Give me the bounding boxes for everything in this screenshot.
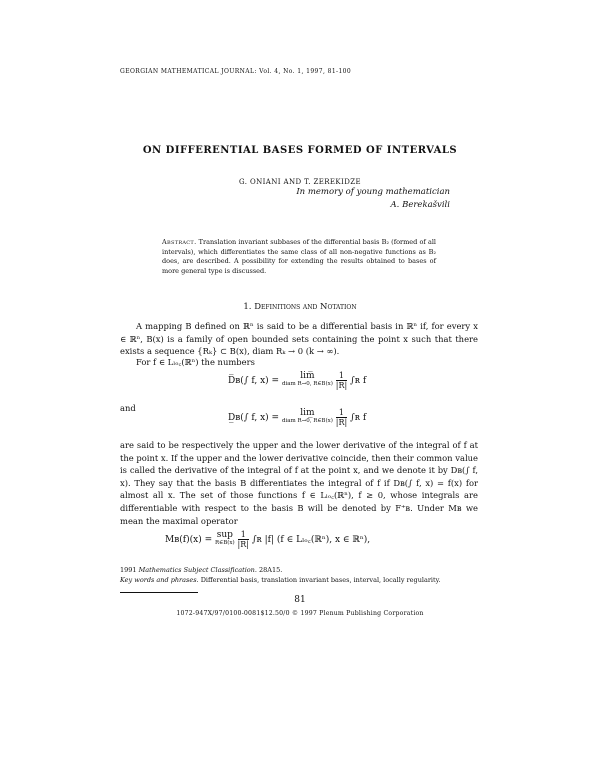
limsup-symbol: lim̅ bbox=[300, 371, 315, 381]
journal-header: GEORGIAN MATHEMATICAL JOURNAL: Vol. 4, No. 1, 1997, 81-100 bbox=[120, 68, 352, 75]
article-authors: G. ONIANI AND T. ZEREKIDZE bbox=[238, 178, 362, 186]
msc-label: Mathematics Subject Classification. bbox=[138, 566, 257, 574]
upper-derivative-lhs: D̅ʙ(∫ f, x) = bbox=[228, 376, 280, 386]
msc-year: 1991 bbox=[120, 566, 137, 574]
integral-tail: ∫ʀ f bbox=[350, 413, 367, 423]
upper-limit-operator bbox=[282, 371, 333, 387]
fraction-denominator: |R| bbox=[335, 418, 348, 427]
lower-limit-operator bbox=[282, 408, 333, 424]
formula-maximal-operator bbox=[165, 530, 370, 549]
formula-lower-derivative bbox=[228, 408, 366, 427]
word-and: and bbox=[120, 403, 136, 413]
paragraph-numbers-intro: For f ∈ Lₗₒ꜀(ℝⁿ) the numbers bbox=[136, 357, 255, 367]
integral-tail: ∫ʀ f bbox=[350, 376, 367, 386]
page-number: 81 bbox=[294, 595, 306, 605]
lower-derivative-lhs: D̲ʙ(∫ f, x) = bbox=[228, 413, 280, 423]
dedication-line-1: In memory of young mathematician bbox=[296, 187, 450, 197]
section-number: 1. bbox=[243, 302, 252, 312]
fraction bbox=[238, 530, 249, 549]
abstract bbox=[162, 238, 436, 276]
limit-subscript: diam R→0, R∈B(x) bbox=[281, 381, 333, 387]
fraction-numerator: 1 bbox=[336, 408, 347, 418]
fraction bbox=[336, 371, 347, 390]
article-title: ON DIFFERENTIAL BASES FORMED OF INTERVALS bbox=[142, 145, 458, 156]
footnote-rule bbox=[120, 592, 198, 593]
limit-subscript: diam R→0, R∈B(x) bbox=[281, 418, 333, 424]
liminf-symbol: lim̲ bbox=[300, 408, 315, 418]
fraction-numerator: 1 bbox=[238, 530, 249, 540]
paragraph-derivative-definition: are said to be respectively the upper and the lower derivative of the integral of f at the point x. If the upper and the lower derivative coincide, then their common value is called the derivative of the integral of f at the point x, and we denote it by Dʙ(∫ f, x). They say that the basis B differentiates the integral of f if Dʙ(∫ f, x) = f(x) for almost all x. The set of those functions f ∈ Lₗₒ꜀(ℝⁿ), f ≥ 0, whose integrals are differentiable with respect to the basis B will be denoted by F⁺ʙ. Under Mʙ we mean the maximal operator bbox=[120, 440, 478, 526]
footnote-keywords bbox=[120, 576, 478, 586]
sup-subscript: R∈B(x) bbox=[215, 540, 235, 546]
fraction-denominator: |R| bbox=[237, 540, 249, 549]
msc-code: 28A15. bbox=[259, 566, 283, 574]
maximal-tail: ∫ʀ |f| (f ∈ Lₗₒ꜀(ℝⁿ), x ∈ ℝⁿ), bbox=[251, 535, 371, 545]
abstract-label: Abstract. bbox=[162, 238, 197, 246]
fraction-denominator: |R| bbox=[335, 381, 348, 390]
copyright-line: 1072-947X/97/0100-0081$12.50/0 © 1997 Plenum Publishing Corporation bbox=[176, 610, 424, 617]
sup-symbol: sup bbox=[216, 530, 233, 540]
fraction bbox=[336, 408, 347, 427]
paragraph-definition: A mapping B defined on ℝⁿ is said to be a differential basis in ℝⁿ if, for every x ∈ ℝⁿ, B(x) is a family of open bounded sets containing the point x such that there exists a sequence {Rₖ} ⊂ B(x), diam Rₖ → 0 (k → ∞). bbox=[120, 321, 478, 357]
section-heading bbox=[0, 302, 600, 312]
formula-upper-derivative bbox=[228, 371, 366, 390]
footnote-msc bbox=[120, 566, 478, 576]
sup-operator bbox=[215, 530, 235, 546]
keywords-text: Differential basis, translation invariant bases, interval, locally regularity. bbox=[200, 576, 441, 584]
abstract-text: Translation invariant subbases of the differential basis B₂ (formed of all intervals), which differentiates the same class of all non-negative functions as B₂ does, are described. A possibility for extending the results obtained to bases of more general type is discussed. bbox=[162, 238, 436, 275]
keywords-label: Key words and phrases. bbox=[120, 576, 199, 584]
fraction-numerator: 1 bbox=[336, 371, 347, 381]
dedication-line-2: A. Berekašvili bbox=[390, 200, 450, 210]
section-title: Definitions and Notation bbox=[254, 302, 357, 312]
maximal-lhs: Mʙ(f)(x) = bbox=[165, 535, 213, 545]
